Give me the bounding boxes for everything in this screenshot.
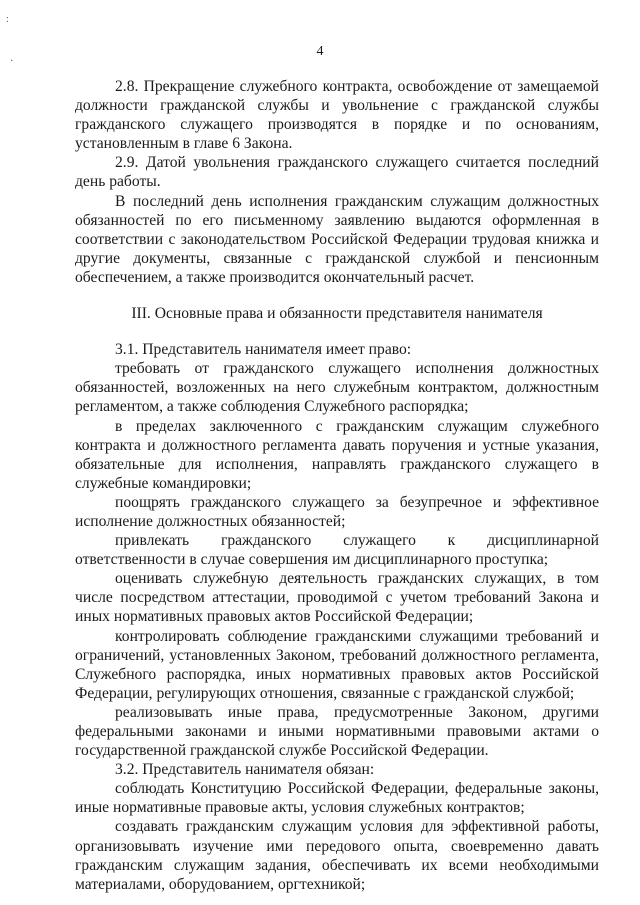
paragraph-2-8: 2.8. Прекращение служебного контракта, освобождение от замещаемой должности гражданской службы и увольнение с гражданской службы гражданского служащего производятся в порядке и по основаниям, установленным в главе 6 Закона.: [75, 78, 599, 153]
document-body: [75, 77, 599, 894]
paragraph-last-day: В последний день исполнения гражданским служащим должностных обязанностей по его письменному заявлению выдаются оформленная в соответствии с законодательством Российской Федерации трудовая книжка и другие документы, связанные с гражданской службой и пенсионным обеспечением, а также производится окончательный расчет.: [75, 192, 599, 286]
margin-mark: ·: [10, 56, 14, 67]
list-item-duty: соблюдать Конституцию Российской Федерации, федеральные законы, иные нормативные правовые акты, условия служебных контрактов;: [75, 780, 599, 817]
list-item-right: привлекать гражданского служащего к дисциплинарной ответственности в случае совершения им дисциплинарного проступка;: [75, 532, 599, 569]
page-number: 4: [316, 44, 324, 59]
margin-mark: :: [6, 14, 9, 25]
paragraph-3-2: 3.2. Представитель нанимателя обязан:: [115, 761, 375, 779]
section-heading: III. Основные права и обязанности представителя нанимателя: [131, 305, 543, 323]
list-item-right: поощрять гражданского служащего за безупречное и эффективное исполнение должностных обязанностей;: [75, 493, 599, 530]
list-item-right: оценивать служебную деятельность гражданских служащих, в том числе посредством аттестации, проводимой с учетом требований Закона и иных нормативных правовых актов Российской Федерации;: [75, 570, 599, 626]
list-item-right: контролировать соблюдение гражданскими служащими требований и ограничений, установленных Законом, требований должностного регламента, Служебного распорядка, иных нормативных правовых актов Российской Федерации, регулирующих отношения, связанные с гражданской службой;: [75, 627, 599, 702]
paragraph-2-9: 2.9. Датой увольнения гражданского служащего считается последний день работы.: [75, 154, 599, 191]
paragraph-3-1: 3.1. Представитель нанимателя имеет право:: [115, 341, 412, 359]
list-item-right: реализовывать иные права, предусмотренные Законом, другими федеральными законами и иными нормативными правовыми актами о государственной гражданской службе Российской Федерации.: [75, 703, 599, 760]
list-item-right: в пределах заключенного с гражданским служащим служебного контракта и должностного регламента давать поручения и устные указания, обязательные для исполнения, направлять гражданского служащего в служебные командировки;: [75, 417, 599, 492]
list-item-duty: создавать гражданским служащим условия для эффективной работы, организовывать изучение ими передового опыта, своевременно давать гражданским служащим задания, обеспечивать их всеми необходимыми материалами, оборудованием, оргтехникой;: [75, 818, 599, 893]
list-item-right: требовать от гражданского служащего исполнения должностных обязанностей, возложенных на него служебным контрактом, должностным регламентом, а также соблюдения Служебного распорядка;: [75, 360, 599, 416]
